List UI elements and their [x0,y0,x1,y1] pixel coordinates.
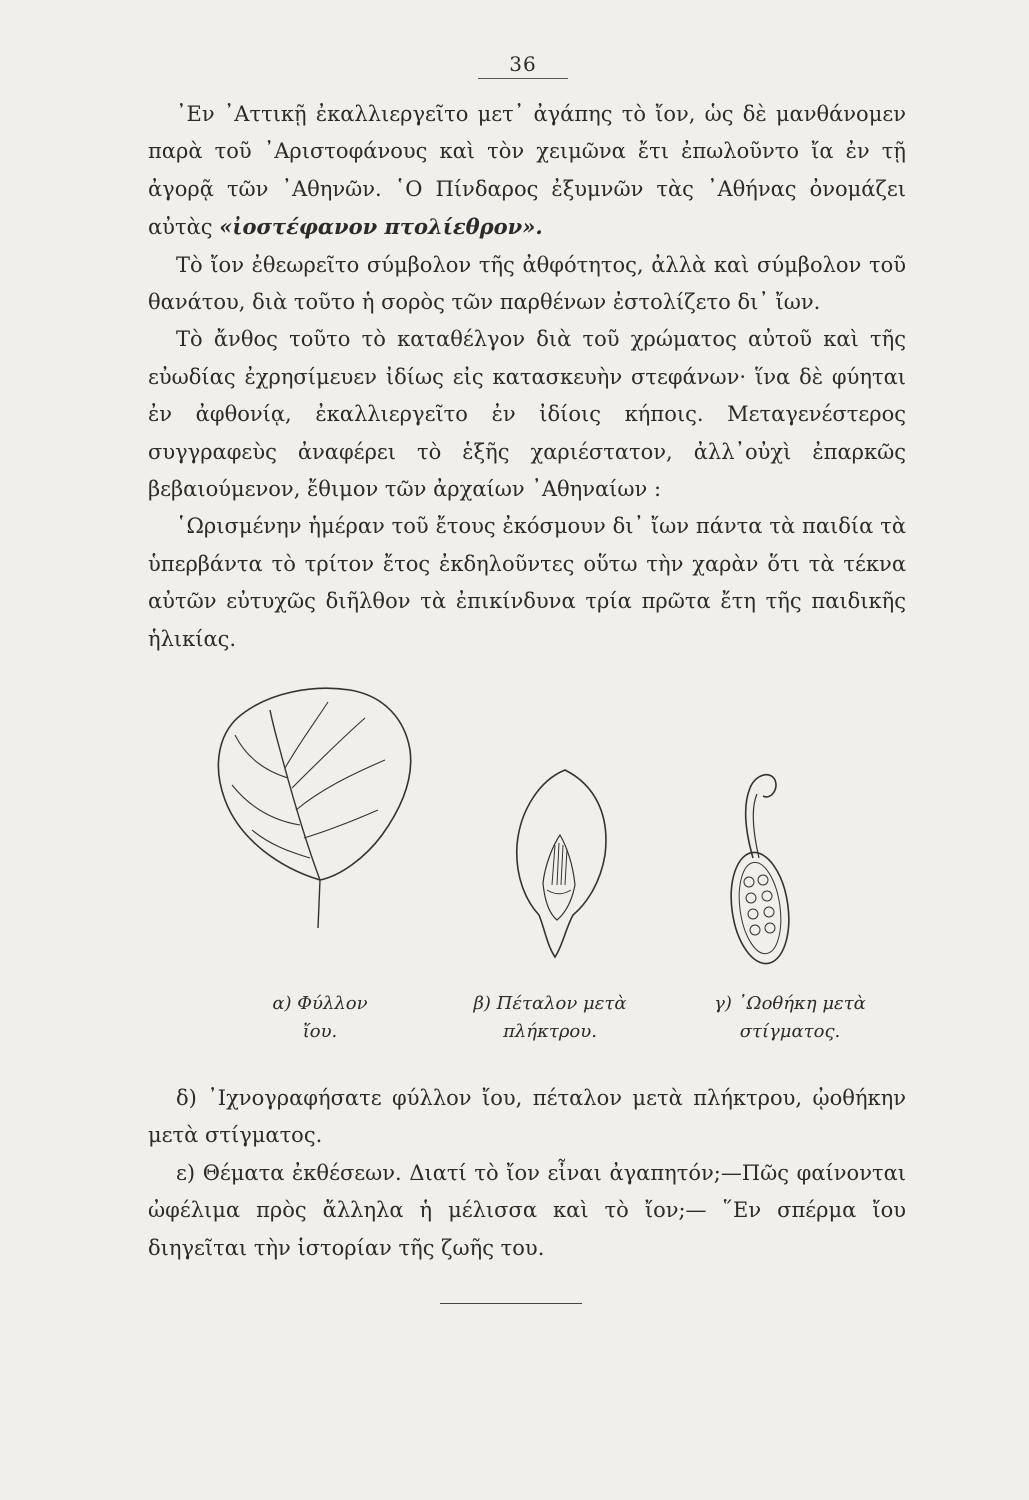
paragraph-attica [148,96,906,247]
petal-caption-line1: β) Πέταλον μετὰ [473,993,627,1014]
leaf-drawing [200,680,430,930]
leaf-caption-line1: α) Φύλλον [272,993,368,1014]
paragraph-custom: ῾Ωρισμένην ἡμέραν τοῦ ἔτους ἐκόσμουν δι᾿ ἴων πάντα τὰ παιδία τὰ ὑπερβάντα τὸ τρίτον ἔτος ἐκδηλοῦντες οὕτω τὴν χαρὰν ὅτι τὰ τέκνα αὐτῶν εὐτυχῶς διῆλθον τὰ ἐπικίνδυνα τρία πρῶτα ἔτη τῆς παιδικῆς ἡλικίας. [148,514,906,651]
page-number: 36 [478,52,568,79]
upper-text [148,96,906,658]
leaf-caption [240,990,400,1046]
leaf-caption-line2: ἴου. [302,1021,338,1042]
exercise-essays: ε) Θέματα ἐκθέσεων. Διατί τὸ ἴον εἶναι ἀγαπητόν;—Πῶς φαίνονται ὠφέλιμα πρὸς ἄλληλα ἡ μέλισσα καὶ τὸ ἴον;— ῞Εν σπέρμα ἴου διηγεῖται τὴν ἱστορίαν τῆς ζωῆς του. [148,1160,906,1260]
paragraph-flower: Τὸ ἄνθος τοῦτο τὸ καταθέλγον διὰ τοῦ χρώματος αὐτοῦ καὶ τῆς εὐωδίας ἐχρησίμευεν ἰδίως εἰς κατασκευὴν στεφάνων· ἵνα δὲ φύηται ἐν ἀφθονίᾳ, ἐκαλλιεργεῖτο ἐν ἰδίοις κήποις. Μεταγενέστερος συγγραφεὺς ἀναφέρει τὸ ἑξῆς χαριέστατον, ἀλλ᾿οὐχὶ ἐπαρκῶς βεβαιούμενον, ἔθιμον τῶν ἀρχαίων ᾿Αθηναίων : [148,327,906,502]
leaf-figure [200,680,430,930]
closing-rule [440,1303,582,1304]
ovary-caption [690,990,890,1046]
exercise-drawing: δ) ᾿Ιχνογραφήσατε φύλλον ἴου, πέταλον μετὰ πλήκτρου, ᾠοθήκην μετὰ στίγματος. [148,1086,906,1148]
petal-caption [450,990,650,1046]
paragraph-attica-text: ᾿Εν ᾿Αττικῇ ἐκαλλιεργεῖτο μετ᾿ ἀγάπης τὸ ἴον, ὡς δὲ μανθάνομεν παρὰ τοῦ ᾿Αριστοφάνους καὶ τὸν χειμῶνα ἔτι ἐπωλοῦντο ἴα ἐν τῇ ἀγορᾷ τῶν ᾿Αθηνῶν. ῾Ο Πίνδαρος ἐξυμνῶν τὰς ᾿Αθήνας ὀνομάζει αὐτὰς [148,102,906,240]
petal-figure [505,765,615,965]
ovary-caption-line1: γ) ᾿Ωοθήκη μετὰ [714,993,866,1014]
ovary-figure [715,770,815,970]
lower-text [148,1080,906,1267]
pindar-quote: «ἰοστέφανον πτολίεθρον». [219,214,543,240]
paragraph-symbol: Τὸ ἴον ἐθεωρεῖτο σύμβολον τῆς ἀθφότητος, ἀλλὰ καὶ σύμβολον τοῦ θανάτου, διὰ τοῦτο ἡ σορὸς τῶν παρθένων ἐστολίζετο δι᾿ ἴων. [148,252,906,315]
ovary-drawing [715,770,815,970]
petal-drawing [505,765,615,965]
petal-caption-line2: πλήκτρου. [503,1021,597,1042]
ovary-caption-line2: στίγματος. [739,1021,841,1042]
